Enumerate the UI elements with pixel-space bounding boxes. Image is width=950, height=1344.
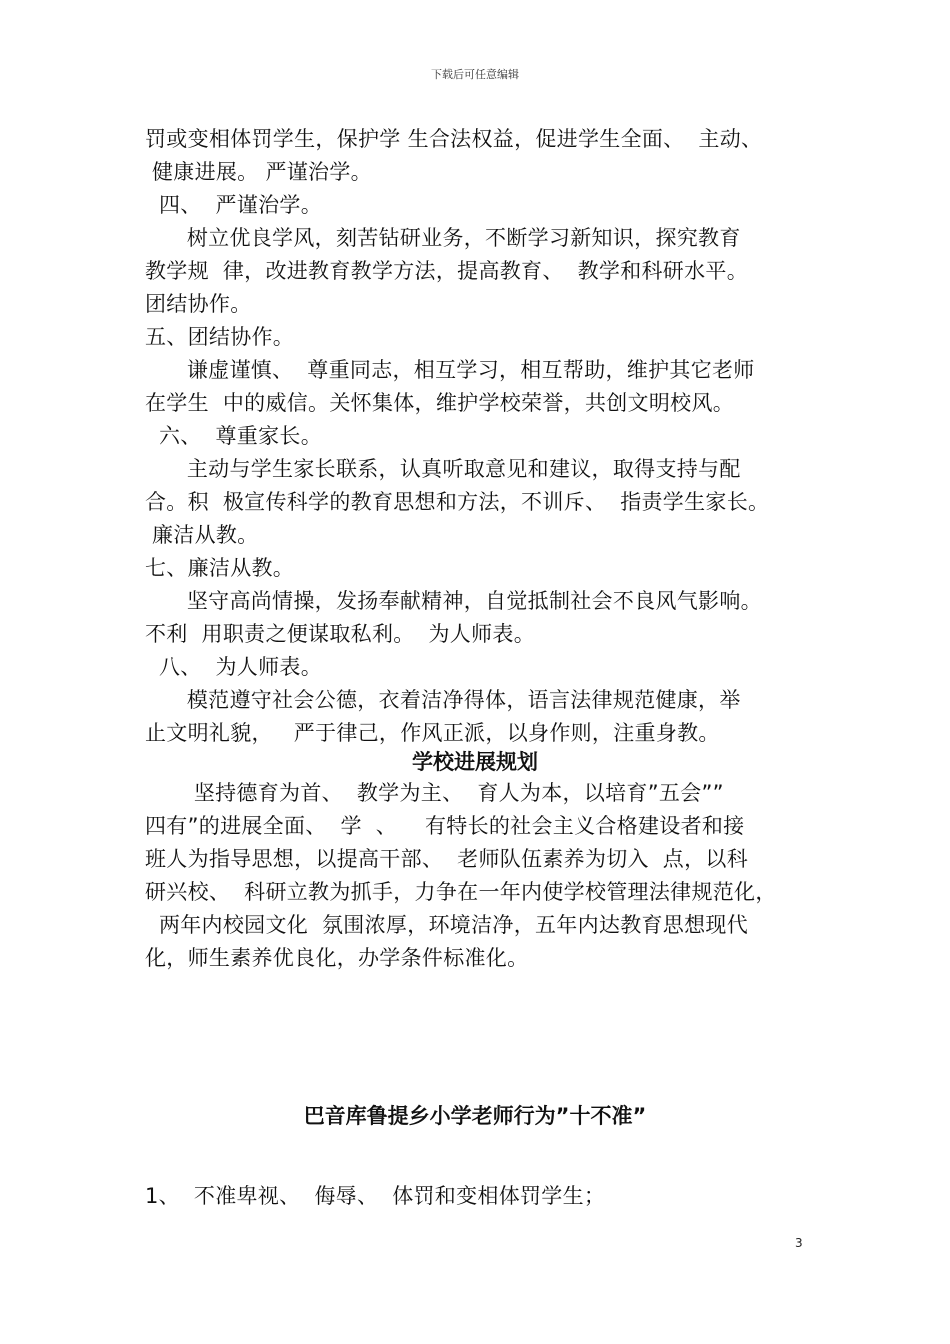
text-line: 止文明礼貌， 严于律己，作风正派，以身作则，注重身教。: [145, 721, 720, 745]
text-line: 不利 用职责之便谋取私利。 为人师表。: [145, 622, 535, 646]
text-line: 班人为指导思想，以提高干部、 老师队伍素养为切入 点，以科: [145, 847, 748, 871]
text-line: 化，师生素养优良化，办学条件标准化。: [145, 946, 529, 970]
text-line: 谦虚谨慎、 尊重同志，相互学习，相互帮助，维护其它老师: [145, 358, 755, 382]
heading-8: 八、 为人师表。: [145, 655, 323, 679]
text-line: 四有”的进展全面、 学 、 有特长的社会主义合格建设者和接: [145, 814, 745, 838]
text-line: 坚持德育为首、 教学为主、 育人为本，以培育”五会””: [145, 781, 724, 805]
text-line: 坚守高尚情操，发扬奉献精神，自觉抵制社会不良风气影响。: [145, 589, 762, 613]
page-header: 下载后可任意编辑: [431, 68, 519, 81]
heading-5: 五、团结协作。: [145, 325, 295, 349]
rule-item: 1、 不准卑视、 侮辱、 体罚和变相体罚学生；: [145, 1184, 606, 1208]
text-line: 教学规 律，改进教育教学方法，提高教育、 教学和科研水平。: [145, 259, 748, 283]
heading-6: 六、 尊重家长。: [145, 424, 323, 448]
text-line: 廉洁从教。: [145, 523, 259, 547]
text-line: 合。积 极宣传科学的教育思想和方法，不训斥、 指责学生家长。: [145, 490, 770, 514]
text-line: 在学生 中的威信。关怀集体，维护学校荣誉，共创文明校风。: [145, 391, 735, 415]
text-line: 研兴校、 科研立教为抓手，力争在一年内使学校管理法律规范化，: [145, 880, 777, 904]
heading-4: 四、 严谨治学。: [145, 193, 323, 217]
text-line: 罚或变相体罚学生，保护学 生合法权益，促进学生全面、 主动、: [145, 127, 763, 151]
rules-title: 巴音库鲁提乡小学老师行为”十不准”: [303, 1104, 647, 1128]
text-line: 主动与学生家长联系，认真听取意见和建议，取得支持与配: [145, 457, 741, 481]
section-title: 学校进展规划: [412, 750, 538, 774]
text-line: 模范遵守社会公德，衣着洁净得体，语言法律规范健康，举: [145, 688, 741, 712]
text-line: 健康进展。 严谨治学。: [145, 160, 372, 184]
text-line: 两年内校园文化 氛围浓厚，环境洁净，五年内达教育思想现代: [145, 913, 748, 937]
text-line: 树立优良学风，刻苦钻研业务，不断学习新知识，探究教育: [145, 226, 741, 250]
heading-7: 七、廉洁从教。: [145, 556, 295, 580]
page-number: 3: [795, 1236, 803, 1250]
text-line: 团结协作。: [145, 292, 252, 316]
